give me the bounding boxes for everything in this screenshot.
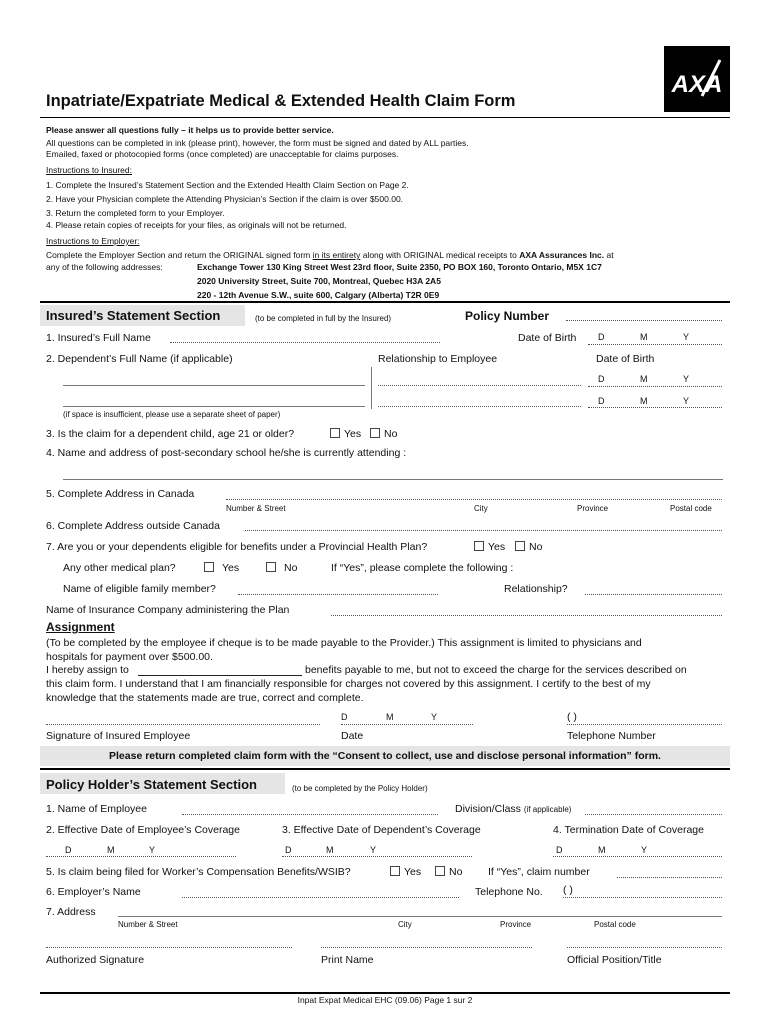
employer-address-field[interactable] (118, 916, 722, 917)
q3-no[interactable] (370, 428, 397, 440)
date-m: M (386, 712, 394, 722)
print-name-field[interactable] (321, 947, 532, 948)
assignment-text: hospitals for payment over $500.00. (46, 651, 213, 663)
official-position-field[interactable] (567, 947, 722, 948)
ph-q4-label: 4. Termination Date of Coverage (553, 824, 704, 836)
dependent-dob-field[interactable] (588, 386, 722, 387)
city-label: City (474, 504, 488, 513)
if-yes-label: If “Yes”, please complete the following : (331, 562, 514, 574)
policy-holder-note: (to be completed by the Policy Holder) (292, 784, 428, 793)
insured-dob-field[interactable] (588, 344, 722, 345)
employee-coverage-date-field[interactable] (46, 856, 236, 857)
dependent-coverage-date-field[interactable] (282, 856, 472, 857)
date-y: Y (431, 712, 438, 722)
no-label: No (449, 866, 463, 878)
q5-label: 5. Complete Address in Canada (46, 488, 195, 500)
print-name-label: Print Name (321, 954, 374, 966)
dependent-name-field[interactable] (63, 385, 365, 386)
relationship-field[interactable] (378, 406, 581, 407)
no-label: No (384, 428, 398, 440)
no-label: No (529, 541, 543, 553)
assignment-text: this claim form. I understand that I am financially responsible for charges not covered by this assignment. I certify to the best of my (46, 678, 651, 690)
termination-date-field[interactable] (553, 856, 722, 857)
date-m: M (107, 845, 115, 855)
claim-number-field[interactable] (617, 877, 722, 878)
section-rule (40, 768, 730, 770)
family-member-field[interactable] (238, 594, 438, 595)
no-label: No (284, 562, 298, 574)
insured-name-field[interactable] (170, 342, 440, 343)
checkbox[interactable] (330, 428, 340, 438)
dob3-m: M (640, 396, 648, 406)
instructions-employer-heading: Instructions to Employer: (46, 236, 140, 246)
ph-q1-label: 1. Name of Employee (46, 803, 147, 815)
checkbox[interactable] (390, 866, 400, 876)
intro-2: Emailed, faxed or photocopied forms (once completed) are unacceptable for claims purposes. (46, 149, 399, 159)
assignment-heading: Assignment (46, 620, 115, 634)
number-street-label: Number & Street (226, 504, 286, 513)
other-plan-label: Any other medical plan? (63, 562, 176, 574)
wsib-yes[interactable] (390, 866, 421, 878)
insurance-company-field[interactable] (331, 615, 722, 616)
relationship-divider (371, 367, 372, 409)
q4-label: 4. Name and address of post-secondary school he/she is currently attending : (46, 447, 407, 459)
policy-number-label: Policy Number (465, 309, 550, 323)
date-d: D (341, 712, 348, 722)
insurance-company-label: Name of Insurance Company administering the Plan (46, 604, 290, 616)
assignment-text: I hereby assign to (46, 664, 129, 676)
city-label: City (398, 920, 412, 929)
telephone-field[interactable] (563, 897, 722, 898)
address-calgary: 220 - 12th Avenue S.W., suite 600, Calgary (Alberta) T2R 0E9 (197, 290, 440, 300)
employee-name-field[interactable] (182, 814, 438, 815)
q3-label: 3. Is the claim for a dependent child, age 21 or older? (46, 428, 295, 440)
dob2-d: D (598, 374, 605, 384)
outside-address-field[interactable] (245, 530, 722, 531)
dependent-dob-field[interactable] (588, 407, 722, 408)
yes-label: Yes (222, 562, 240, 574)
assignment-text: (To be completed by the employee if cheque is to be made payable to the Provider.) This assignment is limited to physicians and (46, 637, 642, 649)
other-plan-yes[interactable] (204, 562, 239, 574)
dob-m: M (640, 332, 648, 342)
date-m: M (598, 845, 606, 855)
dob3-d: D (598, 396, 605, 406)
insured-section-note: (to be completed in full by the Insured) (255, 314, 392, 323)
phone-label: Telephone Number (567, 730, 656, 742)
yes-label: Yes (344, 428, 362, 440)
relationship-q-label: Relationship? (504, 583, 568, 595)
intro-1: All questions can be completed in ink (please print), however, the form must be signed and dated by ALL parties. (46, 138, 469, 148)
employer-instruction-line2: any of the following addresses: (46, 262, 163, 272)
checkbox[interactable] (266, 562, 276, 572)
checkbox[interactable] (474, 541, 484, 551)
ph-q6-label: 6. Employer’s Name (46, 886, 141, 898)
telephone-parens: ( ) (563, 884, 573, 896)
assignment-text: benefits payable to me, but not to exceed the charge for the services described on (305, 664, 687, 676)
telephone-label: Telephone No. (475, 886, 543, 898)
svg-text:AXA: AXA (671, 71, 723, 98)
date-field[interactable] (341, 724, 473, 725)
date-m: M (326, 845, 334, 855)
address-toronto: Exchange Tower 130 King Street West 23rd floor, Suite 2350, PO BOX 160, Toronto Ontario, M5X 1C7 (197, 262, 602, 272)
yes-label: Yes (488, 541, 506, 553)
employer-text-d: AXA Assurances Inc. (519, 250, 605, 260)
intro-bold: Please answer all questions fully – it helps us to provide better service. (46, 125, 334, 135)
province-label: Province (500, 920, 532, 929)
form-title: Inpatriate/Expatriate Medical & Extended Health Claim Form (46, 92, 516, 110)
employer-text-c: along with ORIGINAL medical receipts to (360, 250, 520, 260)
return-banner-text: Please return completed claim form with the “Consent to collect, use and disclose personal information” form. (109, 750, 661, 762)
employer-name-field[interactable] (182, 897, 459, 898)
authorized-signature-field[interactable] (46, 947, 292, 948)
phone-parens: ( ) (567, 711, 577, 723)
division-field[interactable] (585, 814, 722, 815)
dob2-label: Date of Birth (596, 353, 655, 365)
checkbox[interactable] (204, 562, 214, 572)
instruction-item: 1. Complete the Insured’s Statement Section and the Extended Health Claim Section on Page 2. (46, 180, 409, 190)
other-plan-no[interactable] (266, 562, 297, 574)
checkbox[interactable] (515, 541, 525, 551)
instruction-item: 4. Please retain copies of receipts for your files, as originals will not be returned. (46, 220, 347, 230)
claim-number-label: If “Yes”, claim number (488, 866, 590, 878)
q7-yes[interactable] (474, 541, 505, 553)
yes-label: Yes (404, 866, 422, 878)
division-label (455, 803, 571, 815)
instruction-item: 2. Have your Physician complete the Attending Physician’s Section if the claim is over $500.00. (46, 194, 404, 204)
ph-q3-label: 3. Effective Date of Dependent’s Coverage (282, 824, 481, 836)
dob-d: D (598, 332, 605, 342)
authorized-signature-label: Authorized Signature (46, 954, 145, 966)
date-d: D (556, 845, 563, 855)
dob-y: Y (683, 332, 690, 342)
footer-text: Inpat Expat Medical EHC (09.06) Page 1 sur 2 (297, 995, 473, 1005)
q7-no[interactable] (515, 541, 542, 553)
assignee-field[interactable] (138, 675, 302, 676)
policy-holder-title: Policy Holder’s Statement Section (46, 777, 257, 792)
q2-label: 2. Dependent’s Full Name (if applicable) (46, 353, 233, 365)
ph-q2-label: 2. Effective Date of Employee’s Coverage (46, 824, 240, 836)
checkbox[interactable] (370, 428, 380, 438)
canada-address-field[interactable] (226, 499, 722, 500)
number-street-label: Number & Street (118, 920, 178, 929)
division-note: (if applicable) (523, 805, 572, 814)
employer-text-e: at (604, 250, 614, 260)
relationship-label: Relationship to Employee (378, 353, 498, 365)
space-note: (if space is insufficient, please use a separate sheet of paper) (63, 410, 281, 419)
date-y: Y (641, 845, 648, 855)
official-position-label: Official Position/Title (567, 954, 662, 966)
ph-q5-label: 5. Is claim being filed for Worker’s Compensation Benefits/WSIB? (46, 866, 351, 878)
dob2-m: M (640, 374, 648, 384)
wsib-no[interactable] (435, 866, 462, 878)
footer-rule (40, 992, 730, 994)
axa-logo (664, 46, 730, 112)
dob-label: Date of Birth (518, 332, 577, 344)
instruction-item: 3. Return the completed form to your Employer. (46, 208, 225, 218)
date-d: D (65, 845, 72, 855)
dependent-name-field[interactable] (63, 406, 365, 407)
q6-label: 6. Complete Address outside Canada (46, 520, 220, 532)
dob3-y: Y (683, 396, 690, 406)
signature-field[interactable] (46, 724, 320, 725)
policy-number-field[interactable] (566, 320, 722, 321)
postal-code-label: Postal code (670, 504, 712, 513)
date-label: Date (341, 730, 364, 742)
title-rule (40, 117, 730, 118)
assignment-text: knowledge that the statements made are true, correct and complete. (46, 692, 364, 704)
date-y: Y (370, 845, 377, 855)
employer-text-b: in its entirety (312, 250, 361, 260)
family-member-label: Name of eligible family member? (63, 583, 216, 595)
section-rule (40, 301, 730, 303)
date-d: D (285, 845, 292, 855)
ph-q7-label: 7. Address (46, 906, 96, 918)
signature-label: Signature of Insured Employee (46, 730, 191, 742)
employer-instruction-line1 (46, 250, 614, 260)
q3-yes[interactable] (330, 428, 361, 440)
dob2-y: Y (683, 374, 690, 384)
address-montreal: 2020 University Street, Suite 700, Montreal, Quebec H3A 2A5 (197, 276, 441, 286)
instructions-insured-heading: Instructions to Insured: (46, 165, 132, 175)
postal-code-label: Postal code (594, 920, 636, 929)
school-field[interactable] (63, 479, 723, 480)
phone-field[interactable] (567, 724, 722, 725)
checkbox[interactable] (435, 866, 445, 876)
q7-label: 7. Are you or your dependents eligible for benefits under a Provincial Health Plan? (46, 541, 428, 553)
axa-logo-mark (664, 46, 730, 112)
insured-section-title: Insured’s Statement Section (46, 308, 221, 323)
relationship-field[interactable] (378, 385, 581, 386)
relationship-q-field[interactable] (585, 594, 722, 595)
division-text: Division/Class (455, 803, 521, 815)
q1-label: 1. Insured’s Full Name (46, 332, 151, 344)
employer-text-a: Complete the Employer Section and return the ORIGINAL signed form (46, 250, 313, 260)
province-label: Province (577, 504, 609, 513)
date-y: Y (149, 845, 156, 855)
